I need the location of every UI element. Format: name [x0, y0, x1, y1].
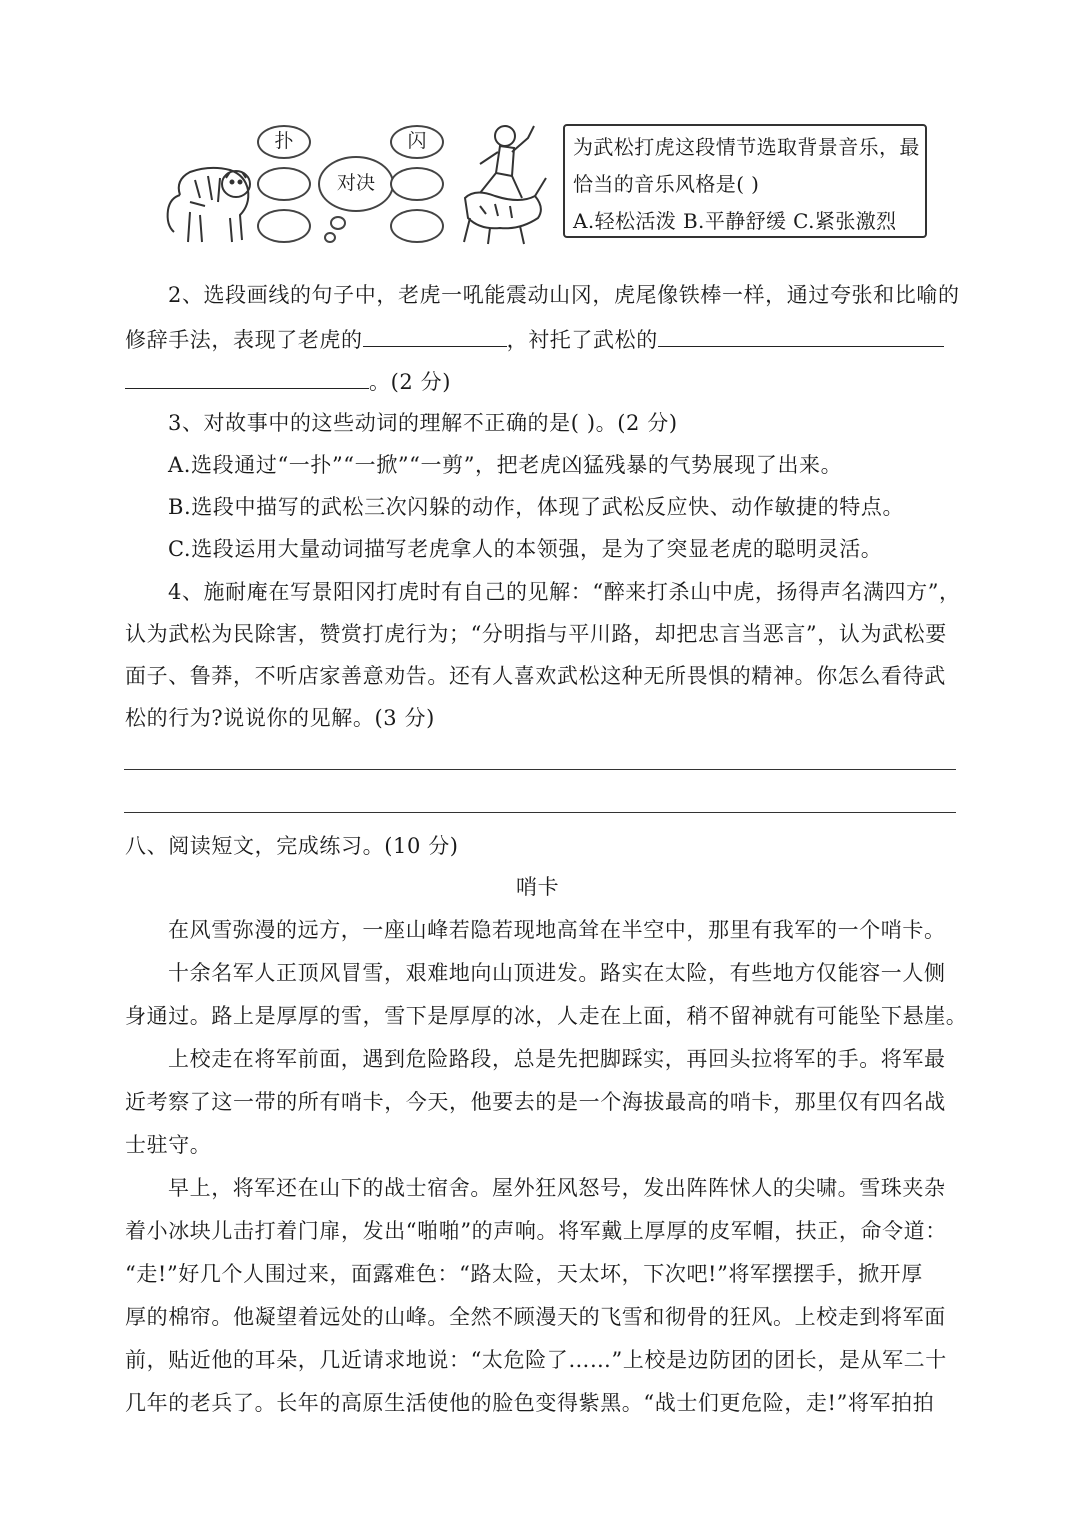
q2-line-2 [125, 324, 944, 355]
q4-line-4: 松的行为?说说你的见解。(3 分) [125, 706, 435, 730]
cloud-tail-dot-1 [330, 216, 346, 230]
q2-line-1: 2、选段画线的句子中，老虎一吼能震动山冈，虎尾像铁棒一样，通过夸张和比喻的 [168, 283, 960, 307]
q2-line-3 [125, 366, 451, 397]
cloud-tail-dot-2 [324, 232, 336, 243]
q3-option-b[interactable]: B.选段中描写的武松三次闪躲的动作，体现了武松反应快、动作敏捷的特点。 [168, 495, 905, 519]
bubble-left-2 [257, 167, 311, 201]
bubble-right-2 [390, 167, 444, 201]
passage-line-2: 十余名军人正顶风冒雪，艰难地向山顶进发。路实在太险，有些地方仅能容一人侧 [168, 961, 946, 985]
wusong-fighting-tiger-icon [450, 118, 550, 248]
q4-line-3: 面子、鲁莽，不听店家善意劝告。还有人喜欢武松这种无所畏惧的精神。你怎么看待武 [125, 664, 946, 688]
passage-title: 哨卡 [516, 875, 560, 899]
q2-line-2-text-b: ，衬托了武松的 [506, 328, 658, 352]
passage-line-7: 早上，将军还在山下的战士宿舍。屋外狂风怒号，发出阵阵怵人的尖啸。雪珠夹杂 [168, 1176, 946, 1200]
answer-blank-wusong-1[interactable] [658, 324, 944, 347]
passage-line-5: 近考察了这一带的所有哨卡，今天，他要去的是一个海拔最高的哨卡，那里仅有四名战 [125, 1090, 946, 1114]
passage-line-1: 在风雪弥漫的远方，一座山峰若隐若现地高耸在半空中，那里有我军的一个哨卡。 [168, 918, 946, 942]
section-8-heading: 八、阅读短文，完成练习。(10 分) [125, 834, 459, 858]
passage-line-6: 士驻守。 [125, 1133, 212, 1157]
tiger-icon [160, 140, 260, 250]
passage-line-8: 着小冰块儿击打着门扉，发出“啪啪”的声响。将军戴上厚厚的皮军帽，扶正，命令道： [125, 1219, 947, 1243]
q2-line-2-text-a: 修辞手法，表现了老虎的 [125, 328, 363, 352]
q4-line-2: 认为武松为民除害，赞赏打虎行为；“分明指与平川路，却把忠言当恶言”，认为武松要 [125, 622, 947, 646]
passage-line-9: “走!”好几个人围过来，面露难色：“路太险，天太坏，下次吧!”将军摆摆手，掀开厚 [125, 1262, 923, 1286]
thought-cloud-label: 对决 [336, 172, 375, 194]
tiger-illustration [160, 140, 260, 250]
q3-option-a[interactable]: A.选段通过“一扑”“一掀”“一剪”，把老虎凶猛残暴的气势展现了出来。 [168, 453, 843, 477]
music-choice-line-2: 恰当的音乐风格是( ) [573, 172, 760, 196]
passage-line-3: 身通过。路上是厚厚的雪，雪下是厚厚的冰，人走在上面，稍不留神就有可能坠下悬崖。 [125, 1004, 968, 1028]
bubble-left-3 [257, 209, 311, 243]
passage-line-12: 几年的老兵了。长年的高原生活使他的脸色变得紫黑。“战士们更危险，走!”将军拍拍 [125, 1391, 935, 1415]
music-choice-line-1: 为武松打虎这段情节选取背景音乐，最 [573, 135, 920, 159]
bubble-right-top-label: 闪 [407, 130, 427, 152]
music-choice-line-3: A.轻松活泼 B.平静舒缓 C.紧张激烈 [573, 209, 897, 233]
bubble-left-top-label: 扑 [274, 130, 294, 152]
q4-line-1: 4、施耐庵在写景阳冈打虎时有自己的见解：“醉来打杀山中虎，扬得声名满四方”， [168, 580, 961, 604]
bubble-right-3 [390, 209, 444, 243]
passage-line-10: 厚的棉帘。他凝望着远处的山峰。全然不顾漫天的飞雪和彻骨的狂风。上校走到将军面 [125, 1305, 946, 1329]
passage-line-4: 上校走在将军前面，遇到危险路段，总是先把脚踩实，再回头拉将军的手。将军最 [168, 1047, 946, 1071]
passage-line-11: 前，贴近他的耳朵，几近请求地说：“太危险了……”上校是边防团的团长，是从军二十 [125, 1348, 947, 1372]
answer-line-1[interactable] [124, 769, 956, 770]
q3-option-c[interactable]: C.选段运用大量动词描写老虎拿人的本领强，是为了突显老虎的聪明灵活。 [168, 537, 883, 561]
answer-line-2[interactable] [124, 812, 956, 813]
answer-blank-wusong-2[interactable] [125, 366, 369, 389]
q2-line-3-text: 。(2 分) [369, 370, 452, 394]
q3-stem: 3、对故事中的这些动词的理解不正确的是( )。(2 分) [168, 411, 678, 435]
music-choice-box [563, 124, 927, 238]
answer-blank-tiger[interactable] [363, 324, 507, 347]
wusong-illustration [450, 118, 550, 248]
